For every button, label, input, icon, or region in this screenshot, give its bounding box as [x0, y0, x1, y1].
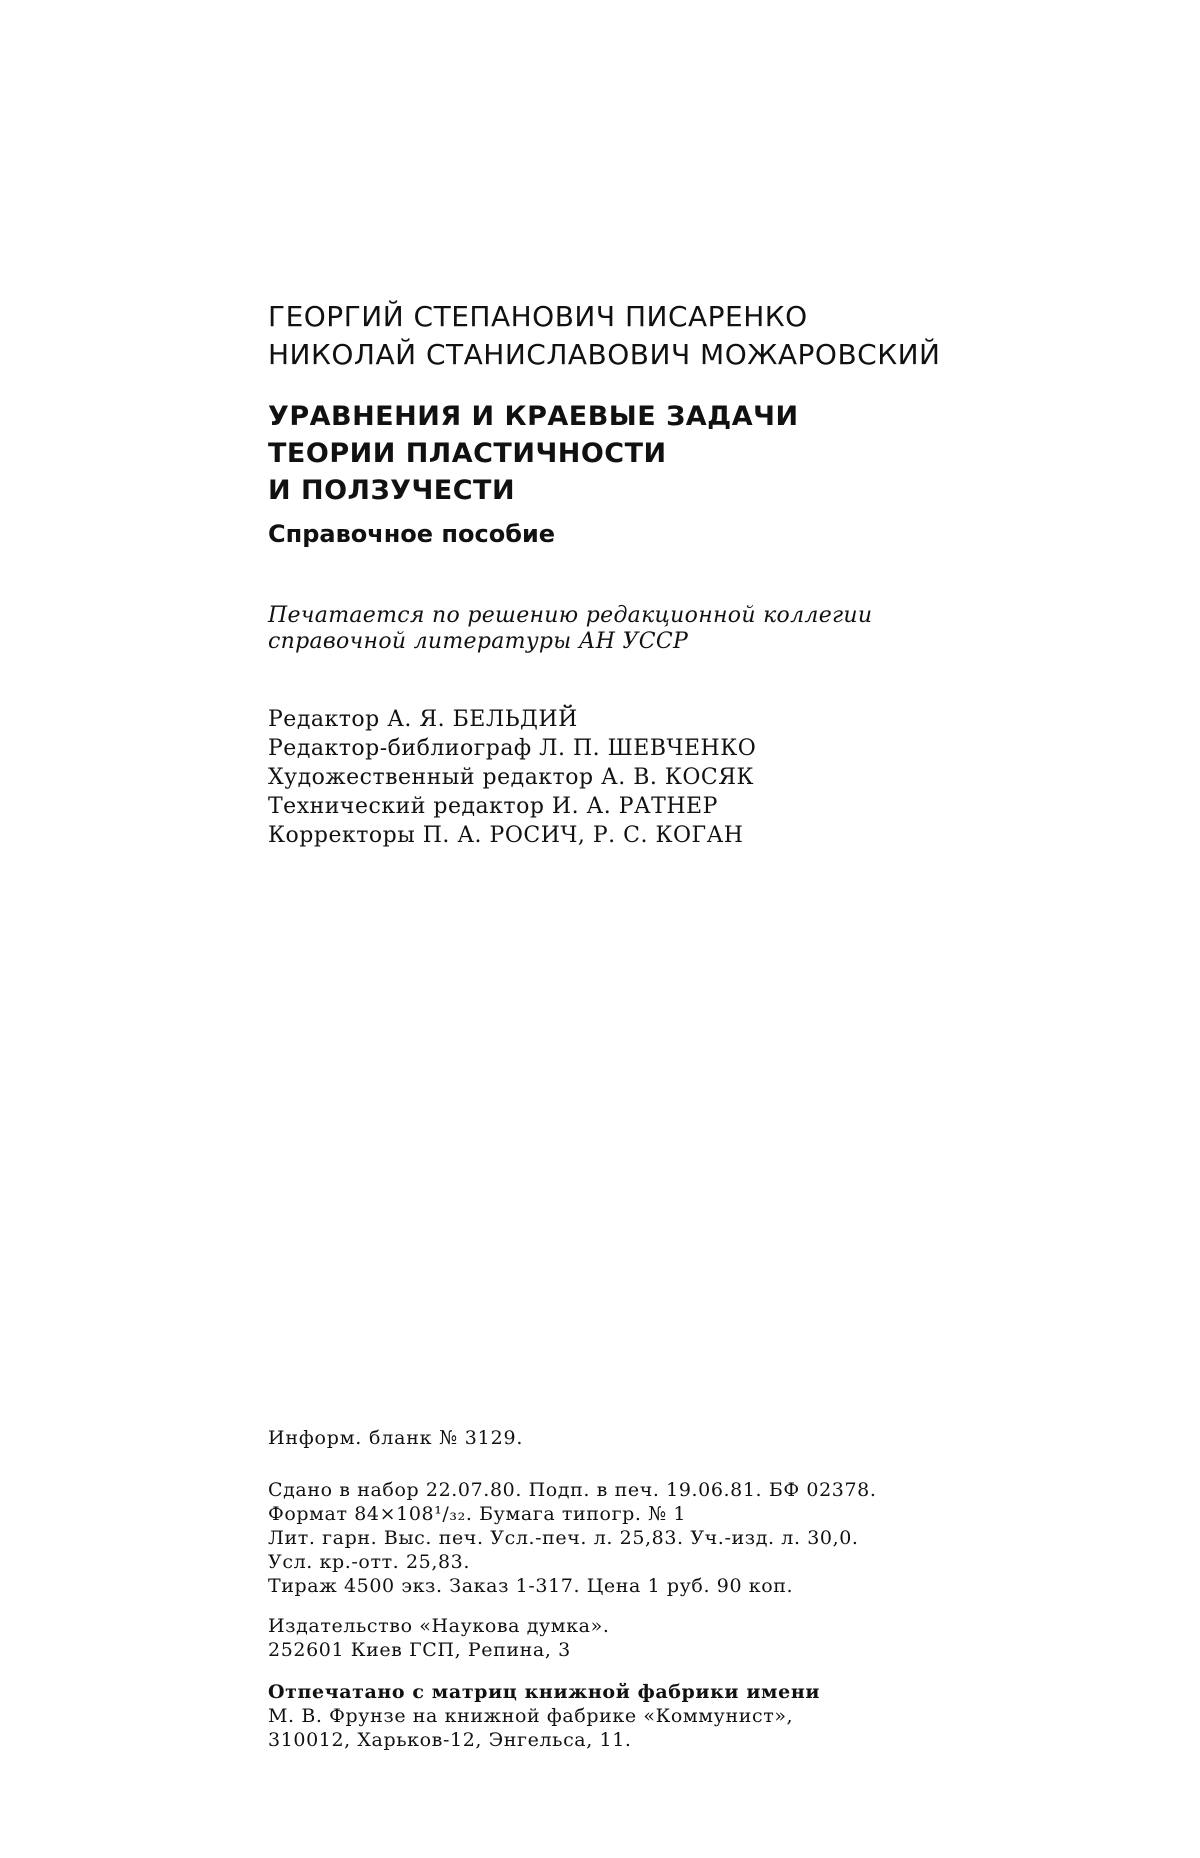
imprimatur-line-2: справочной литературы АН УССР — [268, 629, 689, 654]
print-line-1: Сдано в набор 22.07.80. Подп. в печ. 19.06.81. БФ 02378. — [268, 1479, 877, 1501]
editorial-staff — [268, 705, 756, 850]
author-1: ГЕОРГИЙ СТЕПАНОВИЧ ПИСАРЕНКО — [268, 300, 808, 333]
print-line-2: Формат 84×108¹/₃₂. Бумага типогр. № 1 — [268, 1503, 687, 1525]
print-line-4: Усл. кр.-отт. 25,83. — [268, 1551, 470, 1573]
print-details — [268, 1478, 876, 1598]
book-title — [268, 398, 799, 509]
authors — [268, 298, 941, 374]
staff-proofreaders: Корректоры П. А. РОСИЧ, Р. С. КОГАН — [268, 823, 744, 848]
printer-line-2: М. В. Фрунзе на книжной фабрике «Коммунист», — [268, 1705, 794, 1727]
publisher-line-2: 252601 Киев ГСП, Репина, 3 — [268, 1639, 571, 1661]
author-2: НИКОЛАЙ СТАНИСЛАВОВИЧ МОЖАРОВСКИЙ — [268, 338, 941, 371]
imprimatur-line-1: Печатается по решению редакционной коллегии — [268, 603, 873, 628]
title-line-3: И ПОЛЗУЧЕСТИ — [268, 475, 516, 506]
print-line-3: Лит. гарн. Выс. печ. Усл.-печ. л. 25,83. Уч.-изд. л. 30,0. — [268, 1527, 859, 1549]
printer-line-3: 310012, Харьков-12, Энгельса, 11. — [268, 1729, 632, 1751]
staff-bibliographer: Редактор-библиограф Л. П. ШЕВЧЕНКО — [268, 736, 757, 761]
title-line-2: ТЕОРИИ ПЛАСТИЧНОСТИ — [268, 438, 667, 469]
title-line-1: УРАВНЕНИЯ И КРАЕВЫЕ ЗАДАЧИ — [268, 401, 799, 432]
print-line-5: Тираж 4500 экз. Заказ 1-317. Цена 1 руб. 90 коп. — [268, 1575, 794, 1597]
publisher-line-1: Издательство «Наукова думка». — [268, 1615, 610, 1637]
staff-editor: Редактор А. Я. БЕЛЬДИЙ — [268, 707, 578, 732]
book-subtitle: Справочное пособие — [268, 520, 556, 548]
staff-art-editor: Художественный редактор А. В. КОСЯК — [268, 765, 755, 790]
inform-blank: Информ. бланк № 3129. — [268, 1427, 524, 1449]
printer-line-1: Отпечатано с матриц книжной фабрики имени — [268, 1681, 821, 1703]
staff-technical-editor: Технический редактор И. А. РАТНЕР — [268, 794, 718, 819]
publisher-info — [268, 1614, 609, 1662]
imprimatur — [268, 603, 872, 655]
printer-info — [268, 1680, 820, 1752]
